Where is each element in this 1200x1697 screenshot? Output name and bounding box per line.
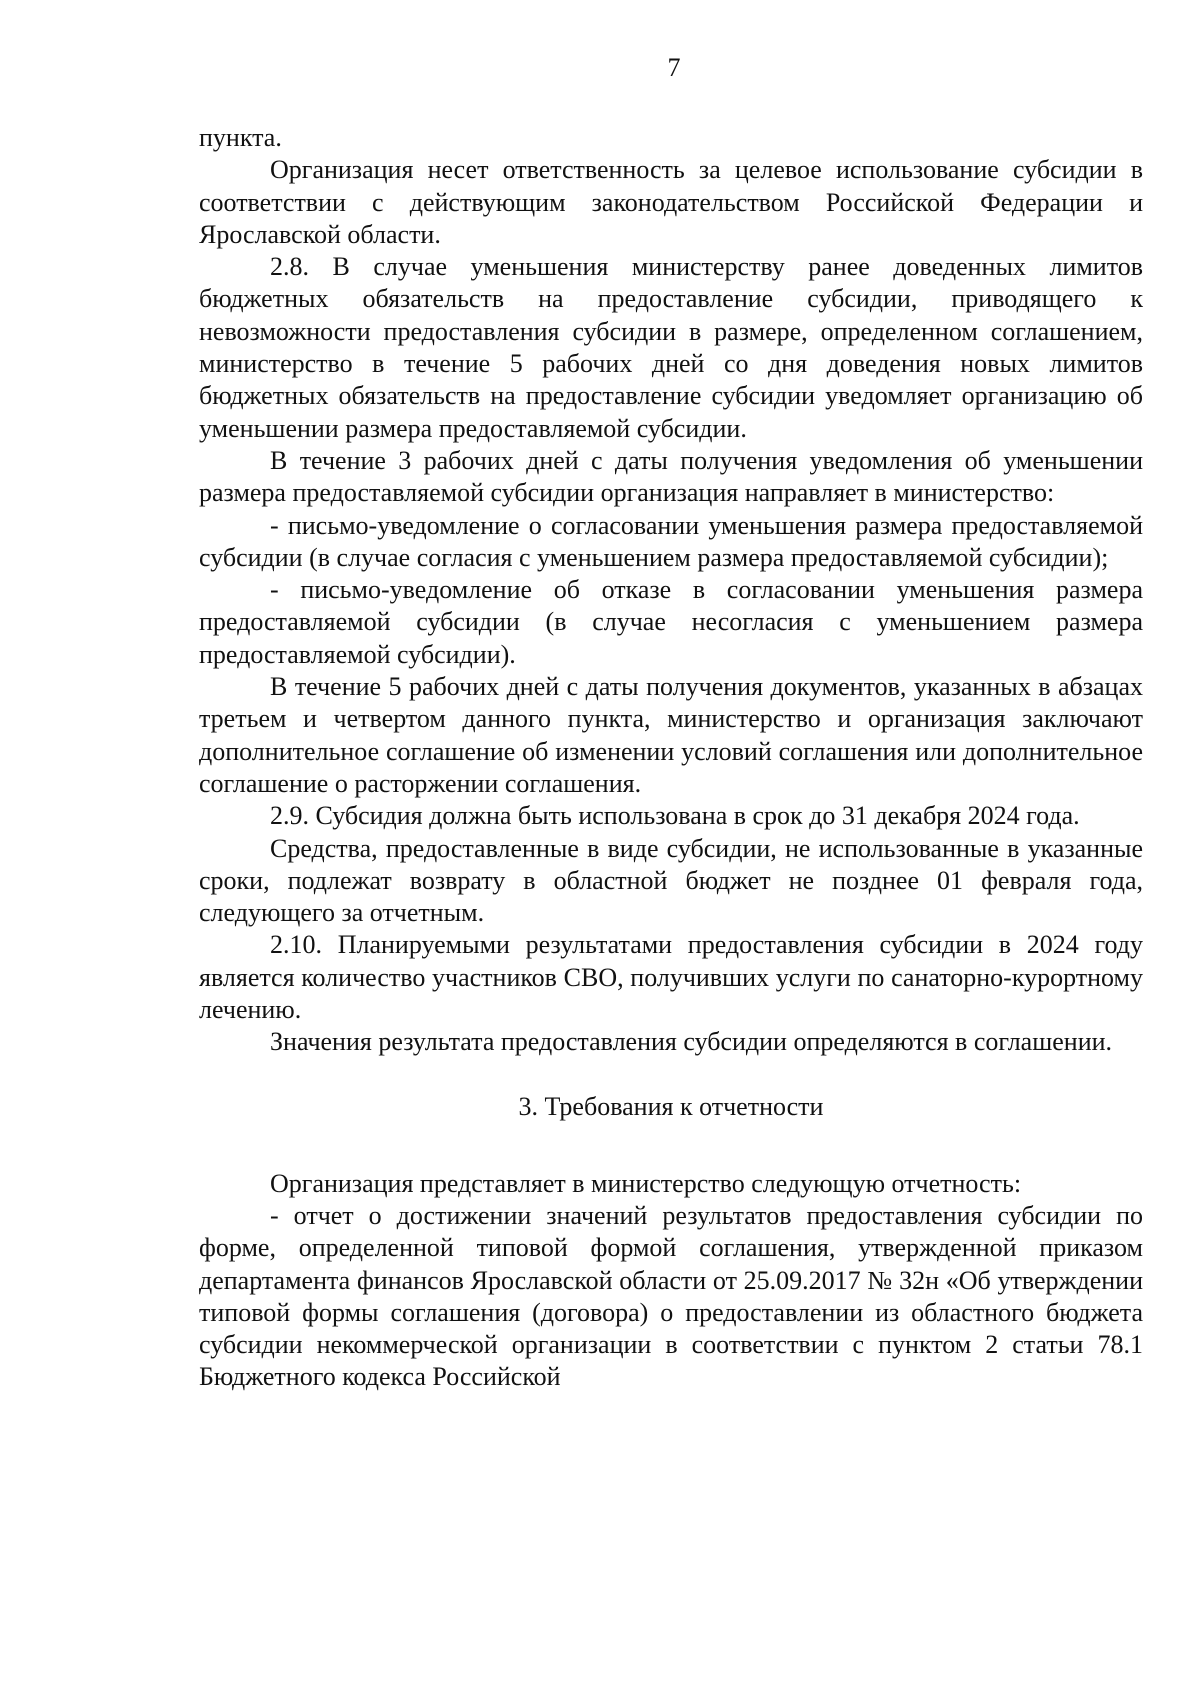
page-number: 7 — [667, 53, 681, 82]
paragraph: 2.8. В случае уменьшения министерству ранее доведенных лимитов бюджетных обязательств на предоставление субсидии, приводящего к невозможности предоставления субсидии в размере, определенном соглашением, министерство в течение 5 рабочих дней со дня доведения новых лимитов бюджетных обязательств на предоставление субсидии уведомляет организацию об уменьшении размера предоставляемой субсидии. — [199, 252, 1143, 443]
paragraph: В течение 5 рабочих дней с даты получения документов, указанных в абзацах третьем и четвертом данного пункта, министерство и организация заключают дополнительное соглашение об изменении условий соглашения или дополнительное соглашение о расторжении соглашения. — [199, 672, 1143, 798]
document-body — [199, 122, 1143, 1394]
paragraph: - письмо-уведомление о согласовании уменьшения размера предоставляемой субсидии (в случае согласия с уменьшением размера предоставляемой субсидии); — [199, 510, 1143, 572]
paragraph: 2.10. Планируемыми результатами предоставления субсидии в 2024 году является количество участников СВО, получивших услуги по санаторно-курортному лечению. — [199, 930, 1143, 1025]
paragraph: Значения результата предоставления субсидии определяются в соглашении. — [270, 1027, 1113, 1057]
paragraph: Средства, предоставленные в виде субсидии, не использованные в указанные сроки, подлежат возврату в областной бюджет не позднее 01 февраля года, следующего за отчетным. — [199, 833, 1143, 928]
paragraph: - отчет о достижении значений результатов предоставления субсидии по форме, определенной типовой формой соглашения, утвержденной приказом департамента финансов Ярославской области от 25.09.2017 № 32н «Об утверждении типовой формы соглашения (договора) о предоставлении из областного бюджета субсидии некоммерческой организации в соответствии с пунктом 2 статьи 78.1 Бюджетного кодекса Российской — [199, 1200, 1143, 1392]
section-heading: 3. Требования к отчетности — [518, 1091, 824, 1121]
paragraph: - письмо-уведомление об отказе в согласовании уменьшения размера предоставляемой субсидии (в случае несогласия с уменьшением размера предоставляемой субсидии). — [199, 575, 1143, 669]
paragraph: В течение 3 рабочих дней с даты получения уведомления об уменьшении размера предоставляемой субсидии организация направляет в министерство: — [199, 445, 1143, 508]
paragraph: пункта. — [199, 123, 282, 152]
paragraph: Организация представляет в министерство следующую отчетность: — [270, 1168, 1022, 1198]
paragraph: 2.9. Субсидия должна быть использована в срок до 31 декабря 2024 года. — [270, 801, 1080, 831]
paragraph: Организация несет ответственность за целевое использование субсидии в соответствии с действующим законодательством Российской Федерации и Ярославской области. — [199, 155, 1143, 249]
